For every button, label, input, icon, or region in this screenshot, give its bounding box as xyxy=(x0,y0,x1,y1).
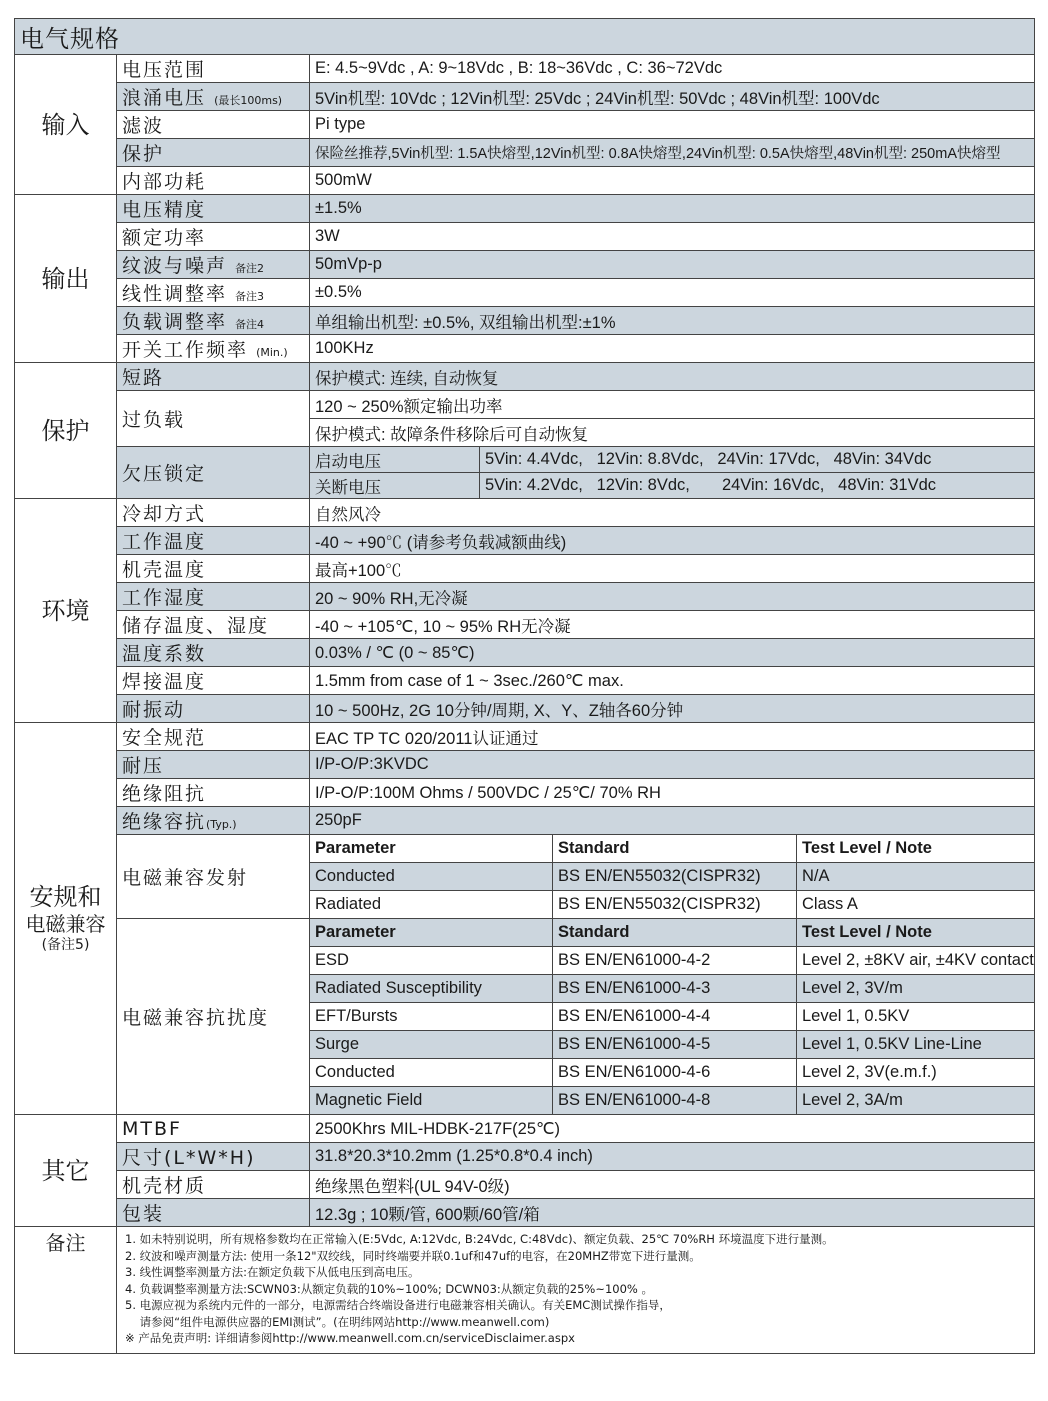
value-rated-power: 3W xyxy=(310,223,1035,251)
immunity-cell: Conducted xyxy=(310,1059,553,1087)
value-overload-mode: 保护模式: 故障条件移除后可自动恢复 xyxy=(310,419,1035,447)
immunity-cell: Magnetic Field xyxy=(310,1087,553,1115)
label-switching-frequency: 开关工作频率 (Min.) xyxy=(117,335,310,363)
label-emc-immunity: 电磁兼容抗扰度 xyxy=(117,919,310,1115)
value-ripple: 50mVp-p xyxy=(310,251,1035,279)
value-vibration: 10 ~ 500Hz, 2G 10分钟/周期, X、Y、Z轴各60分钟 xyxy=(310,695,1035,723)
value-mtbf: 2500Khrs MIL-HDBK-217F(25℃) xyxy=(310,1115,1035,1143)
value-voltage-range: E: 4.5~9Vdc , A: 9~18Vdc , B: 18~36Vdc , C: 36~72Vdc xyxy=(310,55,1035,83)
immunity-cell: BS EN/EN61000-4-6 xyxy=(553,1059,797,1087)
label-case-temp: 机壳温度 xyxy=(117,555,310,583)
note-line: 5. 电源应视为系统内元件的一部分，电源需结合终端设备进行电磁兼容相关确认。有关EMC测试操作指导， xyxy=(125,1298,671,1312)
label-ripple: 纹波与噪声 备注2 xyxy=(117,251,310,279)
value-case-material: 绝缘黑色塑料(UL 94V-0级) xyxy=(310,1171,1035,1199)
immunity-cell: Level 2, 3V(e.m.f.) xyxy=(797,1059,1035,1087)
immunity-cell: Level 2, 3V/m xyxy=(797,975,1035,1003)
value-surge: 5Vin机型: 10Vdc ; 12Vin机型: 25Vdc ; 24Vin机型: 50Vdc ; 48Vin机型: 100Vdc xyxy=(310,83,1035,111)
value-temp-coefficient: 0.03% / ℃ (0 ~ 85℃) xyxy=(310,639,1035,667)
value-power-consumption: 500mW xyxy=(310,167,1035,195)
immunity-cell: BS EN/EN61000-4-3 xyxy=(553,975,797,1003)
value-withstand: I/P-O/P:3KVDC xyxy=(310,751,1035,779)
value-overload-range: 120 ~ 250%额定输出功率 xyxy=(310,391,1035,419)
note-line: 3. 线性调整率测量方法:在额定负载下从低电压到高电压。 xyxy=(125,1265,420,1279)
value-dimension: 31.8*20.3*10.2mm (1.25*0.8*0.4 inch) xyxy=(310,1143,1035,1171)
section-output: 输出 xyxy=(15,195,117,363)
section-environment: 环境 xyxy=(15,499,117,723)
label-overload: 过负载 xyxy=(117,391,310,447)
label-withstand: 耐压 xyxy=(117,751,310,779)
emission-cell: Radiated xyxy=(310,891,553,919)
label-mtbf: MTBF xyxy=(117,1115,310,1143)
label-packing: 包装 xyxy=(117,1199,310,1227)
value-switching-frequency: 100KHz xyxy=(310,335,1035,363)
value-isolation-resistance: I/P-O/P:100M Ohms / 500VDC / 25℃/ 70% RH xyxy=(310,779,1035,807)
section-input: 输入 xyxy=(15,55,117,195)
label-power-consumption: 内部功耗 xyxy=(117,167,310,195)
emission-header-level: Test Level / Note xyxy=(797,835,1035,863)
emission-cell: Conducted xyxy=(310,863,553,891)
immunity-cell: Surge xyxy=(310,1031,553,1059)
immunity-cell: BS EN/EN61000-4-4 xyxy=(553,1003,797,1031)
value-cooling: 自然风冷 xyxy=(310,499,1035,527)
value-uvlo-start: 5Vin: 4.4Vdc, 12Vin: 8.8Vdc, 24Vin: 17Vdc, 48Vin: 34Vdc xyxy=(480,447,1035,473)
section-safety-name-2: 电磁兼容 xyxy=(25,912,106,937)
immunity-cell: Level 2, 3A/m xyxy=(797,1087,1035,1115)
value-short-circuit: 保护模式: 连续, 自动恢复 xyxy=(310,363,1035,391)
value-uvlo-stop: 5Vin: 4.2Vdc, 12Vin: 8Vdc, 24Vin: 16Vdc, 48Vin: 31Vdc xyxy=(480,473,1035,499)
value-safety-standards: EAC TP TC 020/2011认证通过 xyxy=(310,723,1035,751)
label-surge: 浪涌电压 (最长100ms) xyxy=(117,83,310,111)
note-line: 2. 纹波和噪声测量方法: 使用一条12"双绞线，同时终端要并联0.1uf和47uf的电容，在20MHZ带宽下进行量测。 xyxy=(125,1248,701,1263)
label-storage: 储存温度、湿度 xyxy=(117,611,310,639)
value-accuracy: ±1.5% xyxy=(310,195,1035,223)
label-filter: 滤波 xyxy=(117,111,310,139)
section-protection: 保护 xyxy=(15,363,117,499)
emission-cell: BS EN/EN55032(CISPR32) xyxy=(553,863,797,891)
section-notes: 备注 xyxy=(15,1227,117,1354)
label-load-regulation: 负载调整率 备注4 xyxy=(117,307,310,335)
label-vibration: 耐振动 xyxy=(117,695,310,723)
page-title: 电气规格 xyxy=(15,19,1035,55)
label-isolation-capacitance: 绝缘容抗(Typ.) xyxy=(117,807,310,835)
value-soldering: 1.5mm from case of 1 ~ 3sec./260℃ max. xyxy=(310,667,1035,695)
label-safety-standards: 安全规范 xyxy=(117,723,310,751)
immunity-cell: Level 1, 0.5KV xyxy=(797,1003,1035,1031)
label-uvlo-start: 启动电压 xyxy=(310,447,480,473)
note-line: 1. 如未特别说明，所有规格参数均在正常输入(E:5Vdc, A:12Vdc, B:24Vdc, C:48Vdc)、额定负载、25℃ 70%RH 环境温度下进行量测。 xyxy=(125,1232,834,1246)
value-isolation-capacitance: 250pF xyxy=(310,807,1035,835)
label-dimension: 尺寸(L*W*H) xyxy=(117,1143,310,1171)
label-emc-emission: 电磁兼容发射 xyxy=(117,835,310,919)
value-filter: Pi type xyxy=(310,111,1035,139)
spec-table xyxy=(14,18,1035,1354)
immunity-cell: Level 2, ±8KV air, ±4KV contact xyxy=(797,947,1035,975)
section-safety-note: (备注5) xyxy=(41,937,90,954)
label-humidity: 工作湿度 xyxy=(117,583,310,611)
label-soldering: 焊接温度 xyxy=(117,667,310,695)
value-load-regulation: 单组输出机型: ±0.5%, 双组输出机型:±1% xyxy=(310,307,1035,335)
value-working-temp: -40 ~ +90℃ (请参考负载减额曲线) xyxy=(310,527,1035,555)
value-humidity: 20 ~ 90% RH,无冷凝 xyxy=(310,583,1035,611)
emission-cell: Class A xyxy=(797,891,1035,919)
label-accuracy: 电压精度 xyxy=(117,195,310,223)
immunity-cell: ESD xyxy=(310,947,553,975)
value-packing: 12.3g ; 10颗/管, 600颗/60管/箱 xyxy=(310,1199,1035,1227)
immunity-header-parameter: Parameter xyxy=(310,919,553,947)
label-uvlo: 欠压锁定 xyxy=(117,447,310,499)
value-input-protection: 保险丝推荐,5Vin机型: 1.5A快熔型,12Vin机型: 0.8A快熔型,24Vin机型: 0.5A快熔型,48Vin机型: 250mA快熔型 xyxy=(310,139,1035,167)
label-voltage-range: 电压范围 xyxy=(117,55,310,83)
immunity-cell: Level 1, 0.5KV Line-Line xyxy=(797,1031,1035,1059)
value-line-regulation: ±0.5% xyxy=(310,279,1035,307)
label-input-protection: 保护 xyxy=(117,139,310,167)
emission-header-parameter: Parameter xyxy=(310,835,553,863)
note-line: 请参阅“组件电源供应器的EMI测试”。(在明纬网站http://www.meanwell.com) xyxy=(125,1314,550,1329)
section-others: 其它 xyxy=(15,1115,117,1227)
label-uvlo-stop: 关断电压 xyxy=(310,473,480,499)
emission-cell: N/A xyxy=(797,863,1035,891)
immunity-header-level: Test Level / Note xyxy=(797,919,1035,947)
note-line: ※ 产品免责声明: 详细请参阅http://www.meanwell.com.cn/serviceDisclaimer.aspx xyxy=(125,1331,575,1345)
label-line-regulation: 线性调整率 备注3 xyxy=(117,279,310,307)
immunity-cell: BS EN/EN61000-4-8 xyxy=(553,1087,797,1115)
immunity-cell: Radiated Susceptibility xyxy=(310,975,553,1003)
emission-cell: BS EN/EN55032(CISPR32) xyxy=(553,891,797,919)
label-rated-power: 额定功率 xyxy=(117,223,310,251)
label-case-material: 机壳材质 xyxy=(117,1171,310,1199)
label-cooling: 冷却方式 xyxy=(117,499,310,527)
section-safety-emc xyxy=(15,723,117,1115)
note-line: 4. 负载调整率测量方法:SCWN03:从额定负载的10%~100%; DCWN03:从额定负载的25%~100% 。 xyxy=(125,1281,654,1296)
immunity-cell: BS EN/EN61000-4-5 xyxy=(553,1031,797,1059)
label-working-temp: 工作温度 xyxy=(117,527,310,555)
section-safety-name-1: 安规和 xyxy=(29,883,102,912)
value-case-temp: 最高+100℃ xyxy=(310,555,1035,583)
label-isolation-resistance: 绝缘阻抗 xyxy=(117,779,310,807)
immunity-cell: EFT/Bursts xyxy=(310,1003,553,1031)
emission-header-standard: Standard xyxy=(553,835,797,863)
immunity-header-standard: Standard xyxy=(553,919,797,947)
label-short-circuit: 短路 xyxy=(117,363,310,391)
label-temp-coefficient: 温度系数 xyxy=(117,639,310,667)
value-storage: -40 ~ +105℃, 10 ~ 95% RH无冷凝 xyxy=(310,611,1035,639)
notes-block xyxy=(117,1227,1035,1354)
immunity-cell: BS EN/EN61000-4-2 xyxy=(553,947,797,975)
